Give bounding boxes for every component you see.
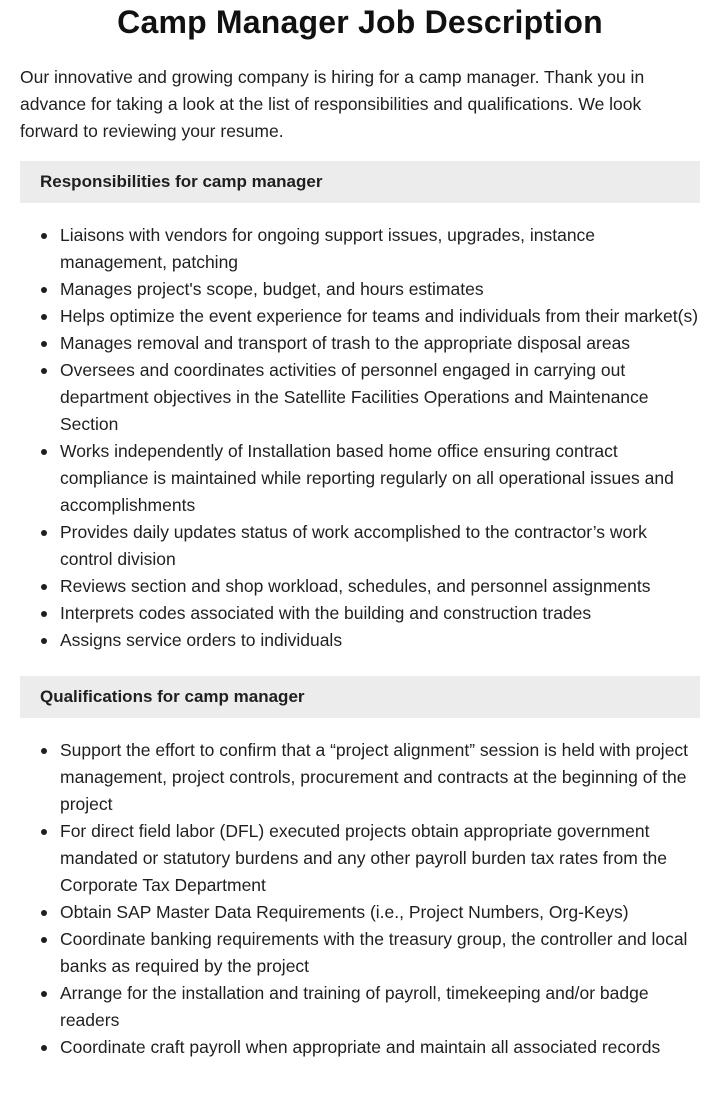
list-item: Coordinate banking requirements with the treasury group, the controller and local banks as required by the project [60,926,700,980]
list-item: Reviews section and shop workload, schedules, and personnel assignments [60,573,700,600]
list-item: Assigns service orders to individuals [60,627,700,654]
qualifications-heading: Qualifications for camp manager [20,676,700,718]
list-item: Liaisons with vendors for ongoing support issues, upgrades, instance management, patching [60,222,700,276]
list-item: Support the effort to confirm that a “project alignment” session is held with project management, project controls, procurement and contracts at the beginning of the project [60,737,700,818]
responsibilities-heading: Responsibilities for camp manager [20,161,700,203]
list-item: Provides daily updates status of work accomplished to the contractor’s work control division [60,519,700,573]
responsibilities-list [20,222,700,654]
list-item: Oversees and coordinates activities of personnel engaged in carrying out department objectives in the Satellite Facilities Operations and Maintenance Section [60,357,700,438]
list-item: Helps optimize the event experience for teams and individuals from their market(s) [60,303,700,330]
qualifications-list [20,737,700,1061]
list-item: Manages removal and transport of trash to the appropriate disposal areas [60,330,700,357]
list-item: Coordinate craft payroll when appropriate and maintain all associated records [60,1034,700,1061]
page-title: Camp Manager Job Description [117,4,603,40]
list-item: For direct field labor (DFL) executed projects obtain appropriate government mandated or statutory burdens and any other payroll burden tax rates from the Corporate Tax Department [60,818,700,899]
list-item: Works independently of Installation based home office ensuring contract compliance is maintained while reporting regularly on all operational issues and accomplishments [60,438,700,519]
list-item: Interprets codes associated with the building and construction trades [60,600,700,627]
intro-paragraph: Our innovative and growing company is hiring for a camp manager. Thank you in advance for taking a look at the list of responsibilities and qualifications. We look forward to reviewing your resume. [20,67,645,141]
list-item: Obtain SAP Master Data Requirements (i.e., Project Numbers, Org-Keys) [60,899,700,926]
list-item: Manages project's scope, budget, and hours estimates [60,276,700,303]
list-item: Arrange for the installation and training of payroll, timekeeping and/or badge readers [60,980,700,1034]
